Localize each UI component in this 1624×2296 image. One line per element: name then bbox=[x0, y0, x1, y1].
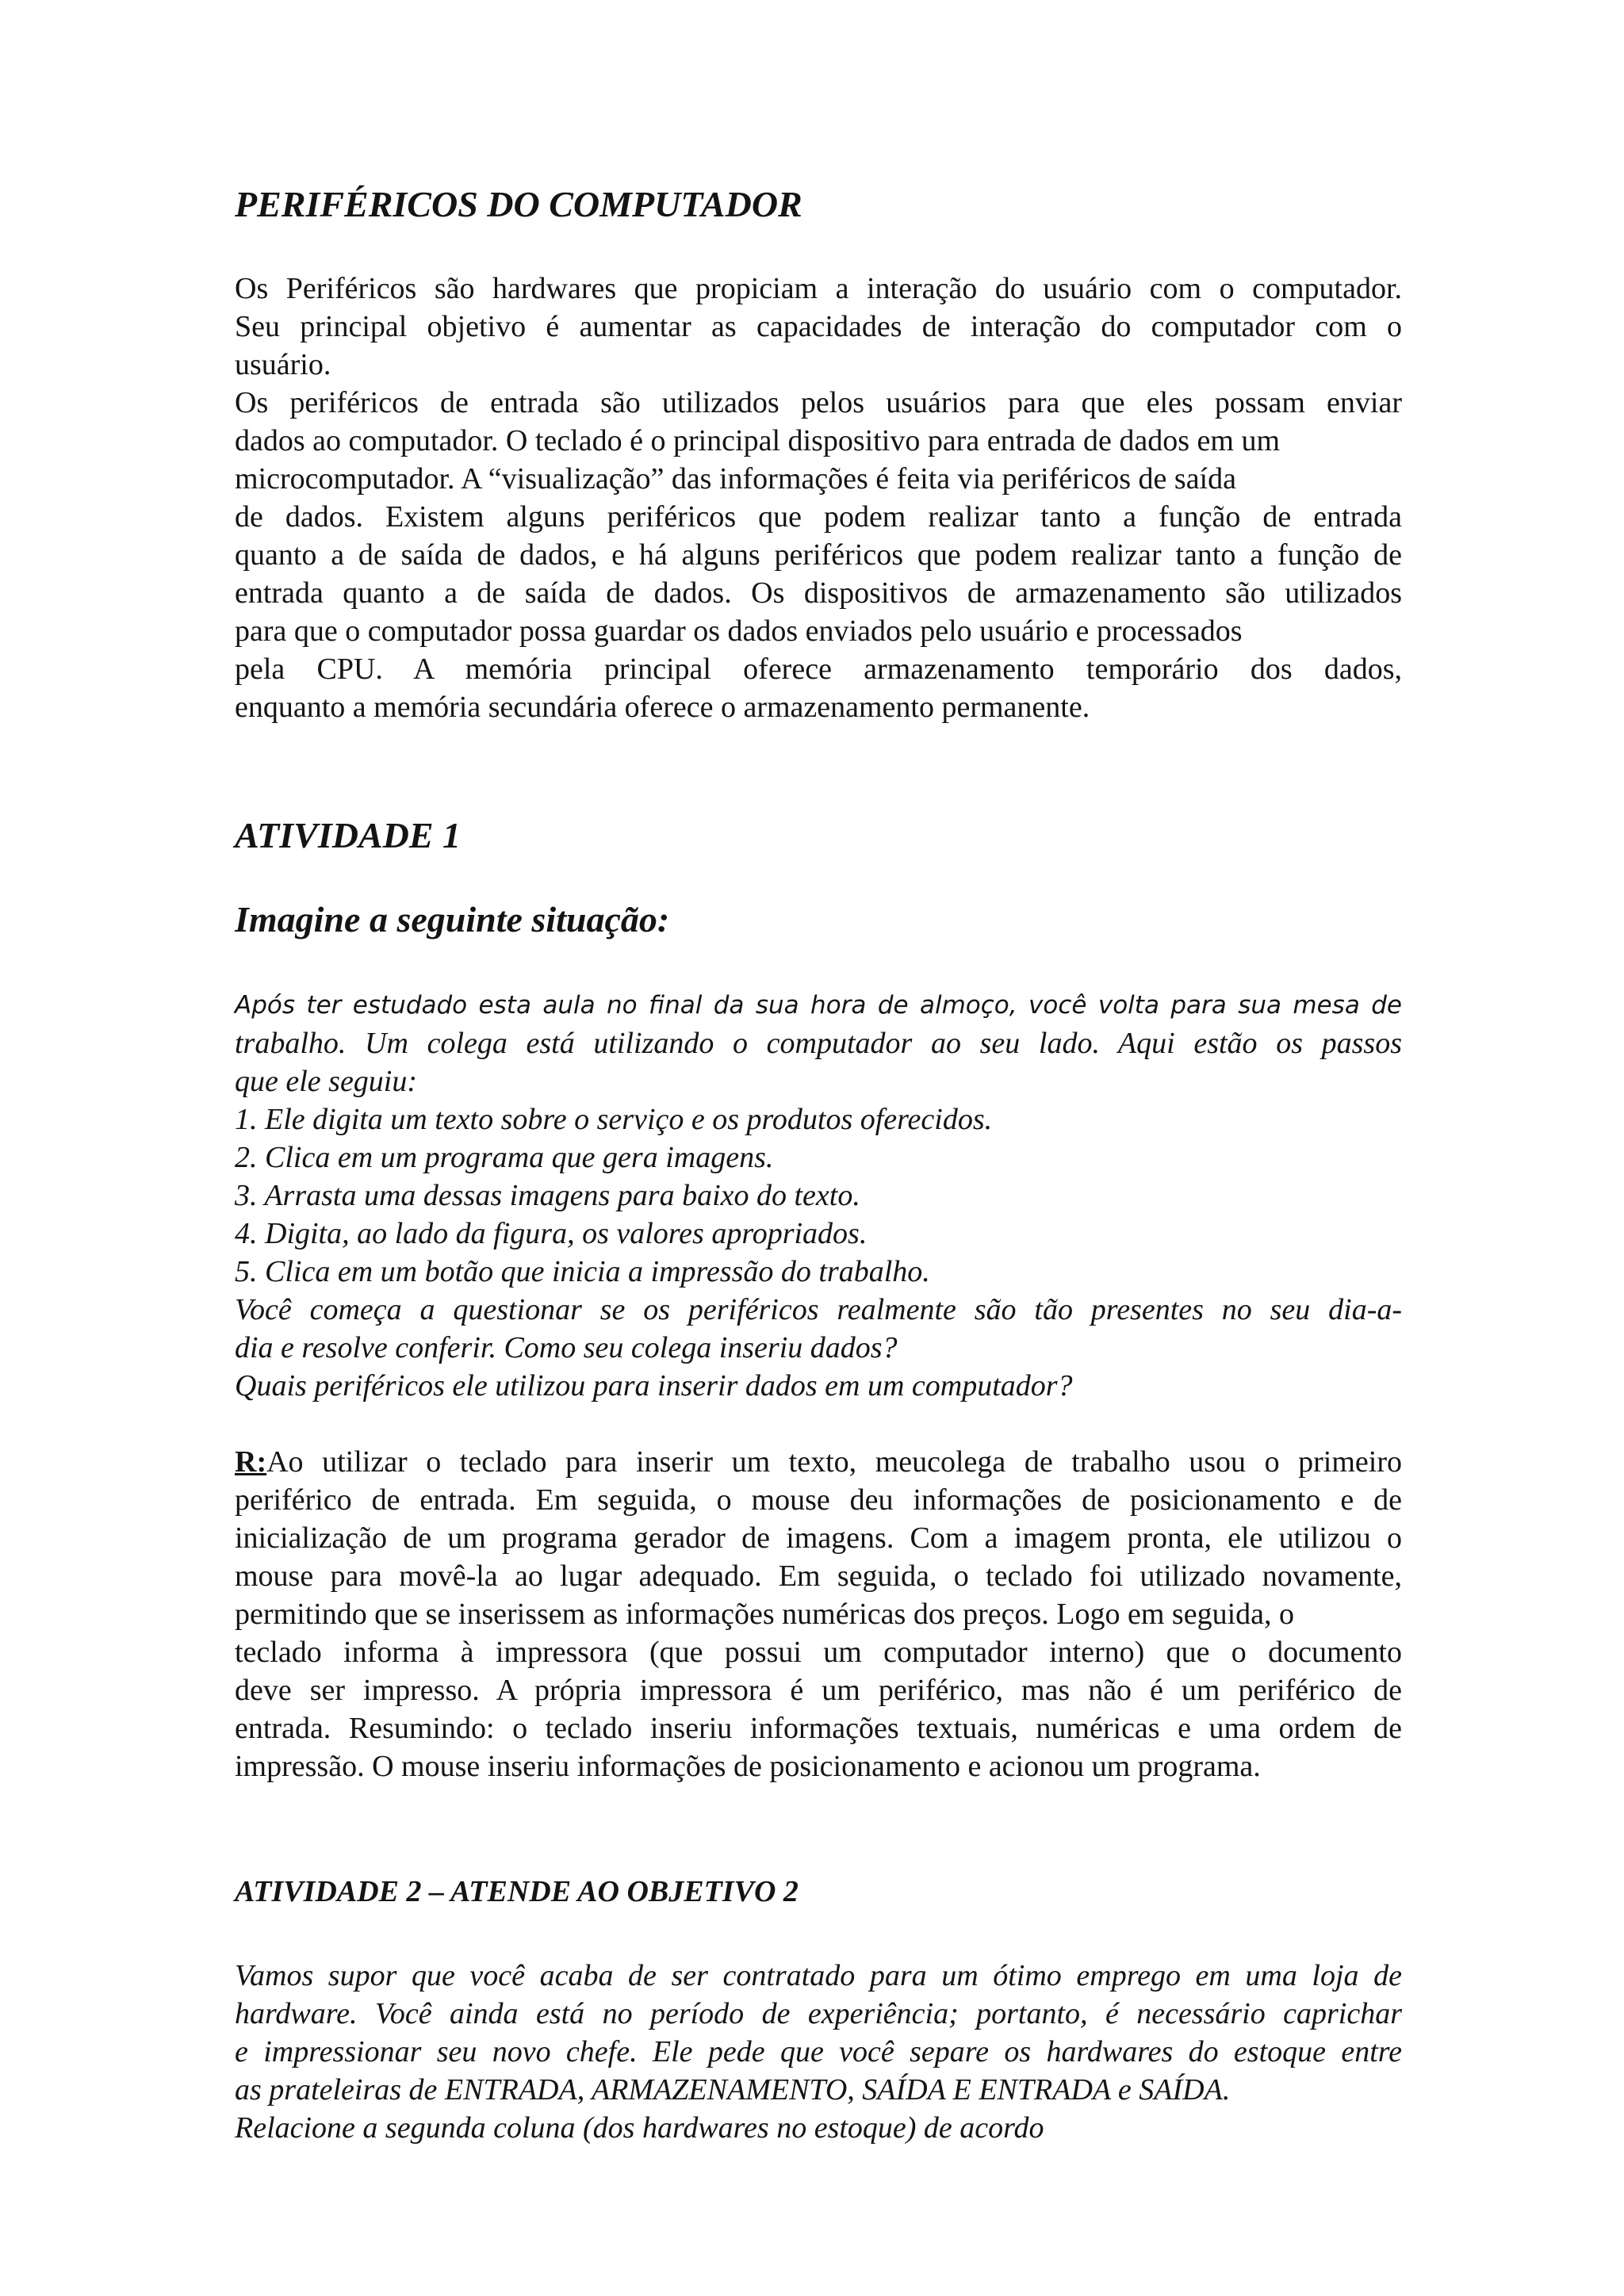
answer-paragraph bbox=[235, 1443, 1402, 1785]
intro-line: entrada quanto a de saída de dados. Os dispositivos de armazenamento são utilizados bbox=[235, 576, 1402, 610]
activity1-line: Você começa a questionar se os periféricos realmente são tão presentes no seu dia-a- bbox=[235, 1293, 1402, 1326]
activity1-first-line: Após ter estudado esta aula no final da sua hora de almoço, você volta para sua mesa de bbox=[235, 991, 1402, 1020]
activity2-line: as prateleiras de ENTRADA, ARMAZENAMENTO, SAÍDA E ENTRADA e SAÍDA. bbox=[235, 2073, 1231, 2107]
intro-line: pela CPU. A memória principal oferece armazenamento temporário dos dados, bbox=[235, 652, 1402, 686]
intro-line: Os Periféricos são hardwares que propiciam a interação do usuário com o computador. bbox=[235, 272, 1402, 305]
intro-paragraph bbox=[235, 270, 1402, 726]
answer-line: inicialização de um programa gerador de imagens. Com a imagem pronta, ele utilizou o bbox=[235, 1521, 1402, 1555]
activity2-text bbox=[235, 1957, 1402, 2147]
activity1-step: 3. Arrasta uma dessas imagens para baixo do texto. bbox=[235, 1179, 860, 1212]
answer-line: entrada. Resumindo: o teclado inseriu informações textuais, numéricas e uma ordem de bbox=[235, 1712, 1402, 1745]
activity2-line: e impressionar seu novo chefe. Ele pede que você separe os hardwares do estoque entre bbox=[235, 2035, 1402, 2068]
activity2-line: hardware. Você ainda está no período de experiência; portanto, é necessário caprichar bbox=[235, 1997, 1402, 2030]
activity1-step: 2. Clica em um programa que gera imagens. bbox=[235, 1141, 774, 1174]
activity1-line: que ele seguiu: bbox=[235, 1065, 418, 1098]
situation-heading: Imagine a seguinte situação: bbox=[235, 899, 670, 939]
intro-line: quanto a de saída de dados, e há alguns periféricos que podem realizar tanto a função de bbox=[235, 538, 1402, 572]
activity1-question: Quais periféricos ele utilizou para inserir dados em um computador? bbox=[235, 1369, 1073, 1402]
document-page bbox=[235, 182, 1402, 2147]
answer-first-line bbox=[235, 1443, 1402, 1481]
answer-line: impressão. O mouse inseriu informações de posicionamento e acionou um programa. bbox=[235, 1750, 1261, 1783]
activity1-step: 5. Clica em um botão que inicia a impressão do trabalho. bbox=[235, 1255, 930, 1288]
intro-line: usuário. bbox=[235, 348, 331, 381]
activity1-step: 1. Ele digita um texto sobre o serviço e os produtos oferecidos. bbox=[235, 1103, 993, 1136]
answer-line: periférico de entrada. Em seguida, o mouse deu informações de posicionamento e de bbox=[235, 1483, 1402, 1517]
answer-line: mouse para movê-la ao lugar adequado. Em seguida, o teclado foi utilizado novamente, bbox=[235, 1559, 1402, 1593]
activity2-heading: ATIVIDADE 2 – ATENDE AO OBJETIVO 2 bbox=[235, 1875, 799, 1908]
activity2-line: Vamos supor que você acaba de ser contratado para um ótimo emprego em uma loja de bbox=[235, 1959, 1402, 1992]
page-title: PERIFÉRICOS DO COMPUTADOR bbox=[235, 184, 802, 224]
activity1-text bbox=[235, 986, 1402, 1405]
answer-label: R: bbox=[235, 1445, 267, 1479]
activity1-line: trabalho. Um colega está utilizando o computador ao seu lado. Aqui estão os passos bbox=[235, 1027, 1402, 1060]
activity1-line: dia e resolve conferir. Como seu colega inseriu dados? bbox=[235, 1331, 898, 1364]
answer-line: permitindo que se inserissem as informações numéricas dos preços. Logo em seguida, o bbox=[235, 1598, 1294, 1631]
intro-line: para que o computador possa guardar os dados enviados pelo usuário e processados bbox=[235, 614, 1243, 648]
intro-line: microcomputador. A “visualização” das informações é feita via periféricos de saída bbox=[235, 462, 1236, 496]
intro-line: dados ao computador. O teclado é o principal dispositivo para entrada de dados em um bbox=[235, 424, 1281, 457]
answer-first-text: Ao utilizar o teclado para inserir um texto, meucolega de trabalho usou o primeiro bbox=[266, 1445, 1402, 1479]
answer-line: teclado informa à impressora (que possui um computador interno) que o documento bbox=[235, 1636, 1402, 1669]
activity1-heading: ATIVIDADE 1 bbox=[235, 815, 462, 855]
activity2-line: Relacione a segunda coluna (dos hardwares no estoque) de acordo bbox=[235, 2111, 1044, 2145]
intro-line: Os periféricos de entrada são utilizados pelos usuários para que eles possam enviar bbox=[235, 386, 1402, 419]
activity1-step: 4. Digita, ao lado da figura, os valores apropriados. bbox=[235, 1217, 868, 1250]
intro-line: Seu principal objetivo é aumentar as capacidades de interação do computador com o bbox=[235, 310, 1402, 343]
intro-line: de dados. Existem alguns periféricos que podem realizar tanto a função de entrada bbox=[235, 500, 1402, 534]
answer-line: deve ser impresso. A própria impressora é um periférico, mas não é um periférico de bbox=[235, 1674, 1402, 1707]
intro-line: enquanto a memória secundária oferece o armazenamento permanente. bbox=[235, 691, 1090, 724]
